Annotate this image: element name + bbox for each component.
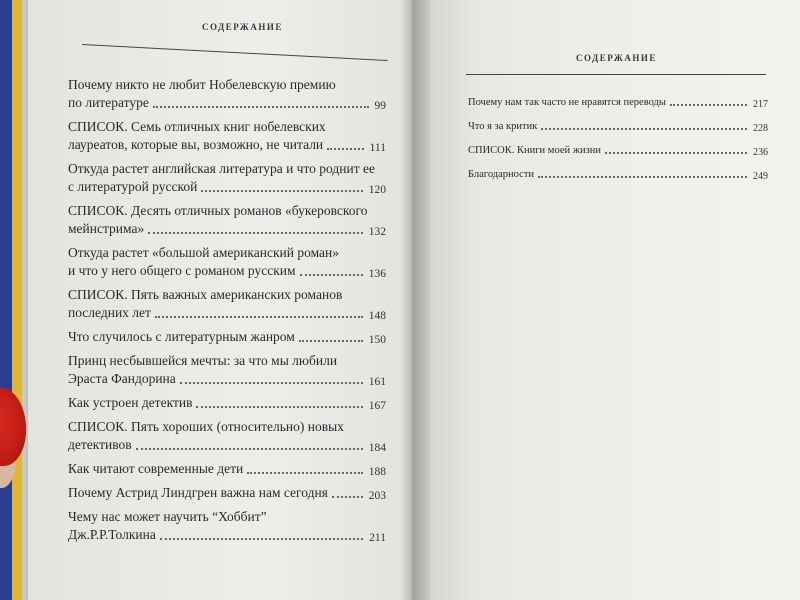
book-gutter bbox=[400, 0, 430, 600]
toc-entry bbox=[68, 484, 386, 502]
toc-page-number: 111 bbox=[369, 142, 386, 154]
left-page-header: СОДЕРЖАНИЕ bbox=[202, 22, 283, 32]
dot-leader bbox=[160, 537, 363, 540]
right-toc-list bbox=[468, 96, 768, 192]
toc-entry-title-continued: с литературой русской bbox=[68, 179, 198, 194]
dot-leader bbox=[300, 273, 363, 276]
dot-leader bbox=[670, 103, 747, 106]
toc-entry bbox=[68, 76, 386, 112]
toc-entry bbox=[468, 120, 768, 134]
toc-entry-title-continued: лауреатов, которые вы, возможно, не читали bbox=[68, 137, 324, 152]
toc-entry-title-continued: детективов bbox=[68, 437, 132, 452]
toc-page-number: 228 bbox=[753, 123, 768, 134]
dot-leader bbox=[153, 105, 369, 108]
dot-leader bbox=[332, 495, 363, 498]
toc-page-number: 249 bbox=[753, 171, 768, 182]
toc-entry-title-continued: последних лет bbox=[68, 305, 151, 320]
toc-entry-title: Что я за критик bbox=[468, 121, 538, 132]
toc-page-number: 150 bbox=[368, 334, 386, 346]
dot-leader bbox=[155, 315, 363, 318]
dot-leader bbox=[327, 147, 363, 150]
toc-entry bbox=[468, 96, 768, 110]
toc-entry bbox=[68, 352, 386, 388]
toc-entry-title: СПИСОК. Пять хороших (относительно) новых bbox=[68, 419, 344, 434]
dot-leader bbox=[541, 127, 747, 130]
dot-leader bbox=[148, 231, 363, 234]
toc-entry bbox=[68, 394, 386, 412]
toc-entry-title-continued: и что у него общего с романом русским bbox=[68, 263, 296, 278]
toc-page-number: 188 bbox=[368, 466, 386, 478]
toc-entry-title: Как устроен детектив bbox=[68, 395, 193, 410]
toc-entry-title: Что случилось с литературным жанром bbox=[68, 329, 295, 344]
toc-page-number: 236 bbox=[753, 147, 768, 158]
toc-entry-title-continued: мейнстрима» bbox=[68, 221, 145, 236]
toc-entry-title: Откуда растет английская литература и что роднит ее bbox=[68, 161, 375, 176]
toc-page-number: 120 bbox=[368, 184, 386, 196]
toc-entry bbox=[68, 508, 386, 544]
toc-page-number: 211 bbox=[369, 532, 386, 544]
toc-entry-title: Чему нас может научить “Хоббит” bbox=[68, 509, 267, 524]
toc-entry-title-continued: по литературе bbox=[68, 95, 149, 110]
toc-entry-title: СПИСОК. Пять важных американских романов bbox=[68, 287, 343, 302]
toc-page-number: 161 bbox=[368, 376, 386, 388]
toc-entry-title: Почему никто не любит Нобелевскую премию bbox=[68, 77, 336, 92]
toc-entry bbox=[68, 418, 386, 454]
right-page bbox=[412, 0, 800, 600]
toc-entry bbox=[68, 286, 386, 322]
toc-page-number: 167 bbox=[368, 400, 386, 412]
right-header-rule bbox=[466, 74, 766, 75]
toc-entry-title: СПИСОК. Семь отличных книг нобелевских bbox=[68, 119, 326, 134]
toc-page-number: 184 bbox=[368, 442, 386, 454]
toc-page-number: 99 bbox=[374, 100, 386, 112]
toc-entry-title: Почему Астрид Линдгрен важна нам сегодня bbox=[68, 485, 328, 500]
toc-entry bbox=[68, 160, 386, 196]
toc-entry-title: СПИСОК. Десять отличных романов «букеровского bbox=[68, 203, 368, 218]
dot-leader bbox=[605, 151, 747, 154]
toc-page-number: 217 bbox=[753, 99, 768, 110]
toc-entry bbox=[468, 144, 768, 158]
toc-entry-title-continued: Эраста Фандорина bbox=[68, 371, 176, 386]
toc-entry bbox=[68, 460, 386, 478]
dot-leader bbox=[180, 381, 363, 384]
toc-entry-title: Откуда растет «большой американский роман» bbox=[68, 245, 339, 260]
dot-leader bbox=[136, 447, 363, 450]
toc-page-number: 203 bbox=[368, 490, 386, 502]
toc-page-number: 136 bbox=[368, 268, 386, 280]
dot-leader bbox=[196, 405, 362, 408]
toc-entry-title-continued: Дж.Р.Р.Толкина bbox=[68, 527, 156, 542]
toc-entry bbox=[68, 328, 386, 346]
toc-entry bbox=[68, 202, 386, 238]
toc-entry-title: Благодарности bbox=[468, 169, 535, 180]
dot-leader bbox=[201, 189, 362, 192]
toc-entry bbox=[68, 244, 386, 280]
toc-page-number: 148 bbox=[368, 310, 386, 322]
toc-entry-title: Почему нам так часто не нравятся переводы bbox=[468, 97, 666, 108]
dot-leader bbox=[538, 175, 747, 178]
toc-page-number: 132 bbox=[368, 226, 386, 238]
dot-leader bbox=[247, 471, 362, 474]
toc-entry bbox=[68, 118, 386, 154]
toc-entry-title: Как читают современные дети bbox=[68, 461, 244, 476]
toc-entry-title: Принц несбывшейся мечты: за что мы любили bbox=[68, 353, 338, 368]
right-page-header: СОДЕРЖАНИЕ bbox=[576, 53, 657, 63]
dot-leader bbox=[299, 339, 363, 342]
left-toc-list bbox=[68, 76, 386, 550]
toc-entry bbox=[468, 168, 768, 182]
toc-entry-title: СПИСОК. Книги моей жизни bbox=[468, 145, 601, 156]
